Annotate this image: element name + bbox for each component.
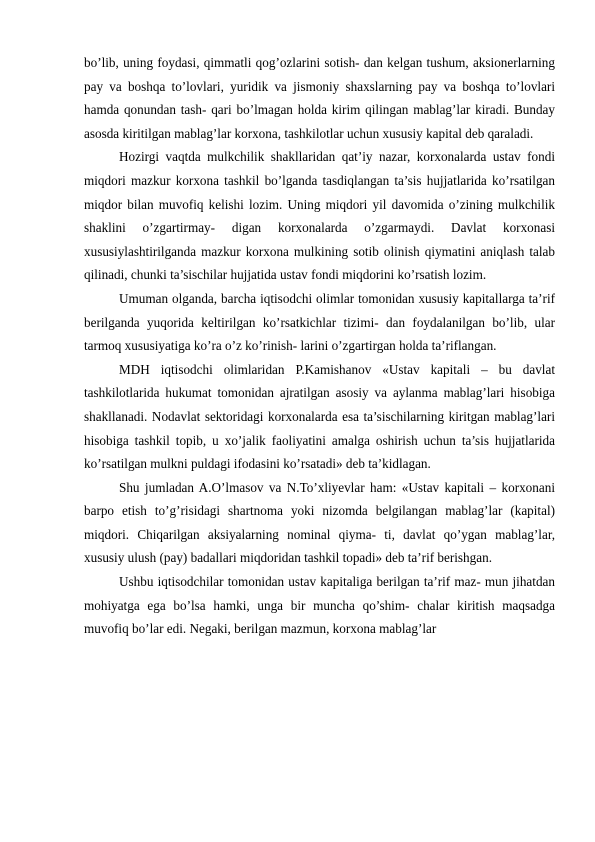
paragraph-3: Umuman olganda, barcha iqtisodchi olimlar tomonidan xususiy kapitallarga ta’rif berilganda yuqorida keltirilgan ko’rsatkichlar tizimi- dan foydalanilgan bo’lib, ular tarmoq xususiyatiga ko’ra o’z ko’rinish- larini o’zgartirgan holda ta’riflangan. [84,290,555,354]
paragraph-5: Shu jumladan A.O’lmasov va N.To’xliyevlar ham: «Ustav kapitali – korxonani barpo etish to’g’risidagi shartnoma yoki nizomda belgilangan mablag’lar (kapital) miqdori. Chiqarilgan aksiyalarning nominal qiyma- ti, davlat qo’ygan mablag’lar, xususiy ulush (pay) badallari miqdoridan tashkil topadi» deb ta’rif berishgan. [84,479,555,566]
paragraph-6: Ushbu iqtisodchilar tomonidan ustav kapitaliga berilgan ta’rif maz- mun jihatdan mohiyatga ega bo’lsa hamki, unga bir muncha qo’shim- chalar kiritish maqsadga muvofiq bo’lar edi. Negaki, berilgan mazmun, korxona mablag’lar [84,574,555,637]
paragraph-1: bo’lib, uning foydasi, qimmatli qog’ozlarini sotish- dan kelgan tushum, aksionerlarning pay va boshqa to’lovlari, yuridik va jismoniy shaxslarning pay va boshqa to’lovlari hamda qonundan tash- qari bo’lmagan holda kirim qilingan mablag’lar kiradi. Bunday asosda kiritilgan mablag’lar korxona, tashkilotlar uchun xususiy kapital deb qaraladi. [84,55,555,141]
paragraph-4: MDH iqtisodchi olimlaridan P.Kamishanov «Ustav kapitali – bu davlat tashkilotlarida hukumat tomonidan ajratilgan asosiy va aylanma mablag’lari hisobiga shakllanadi. Nodavlat sektoridagi korxonalarda esa ta’sischilarning kiritgan mablag’lari hisobiga tashkil topib, u xo’jalik faoliyatini amalga oshirish uchun ta’sis hujjatlarida ko’rsatilgan mulkni puldagi ifodasini ko’rsatadi» deb ta’kidlagan. [84,361,555,472]
paragraph-2: Hozirgi vaqtda mulkchilik shakllaridan qat’iy nazar, korxonalarda ustav fondi miqdori mazkur korxona tashkil bo’lganda tasdiqlangan ta’sis hujjatlarida ko’rsatilgan miqdor bilan muvofiq kelishi lozim. Uning miqdori yil davomida o’zining mulkchilik shaklini o’zgartirmay- digan korxonalarda o’zgarmaydi. Davlat korxonasi xususiylashtirilganda mazkur korxona mulkining sotib olinish qiymatini aniqlash talab qilinadi, chunki ta’sischilar hujjatida ustav fondi miqdorini ko’rsatish lozim. [84,149,555,283]
document-page [84,51,555,641]
